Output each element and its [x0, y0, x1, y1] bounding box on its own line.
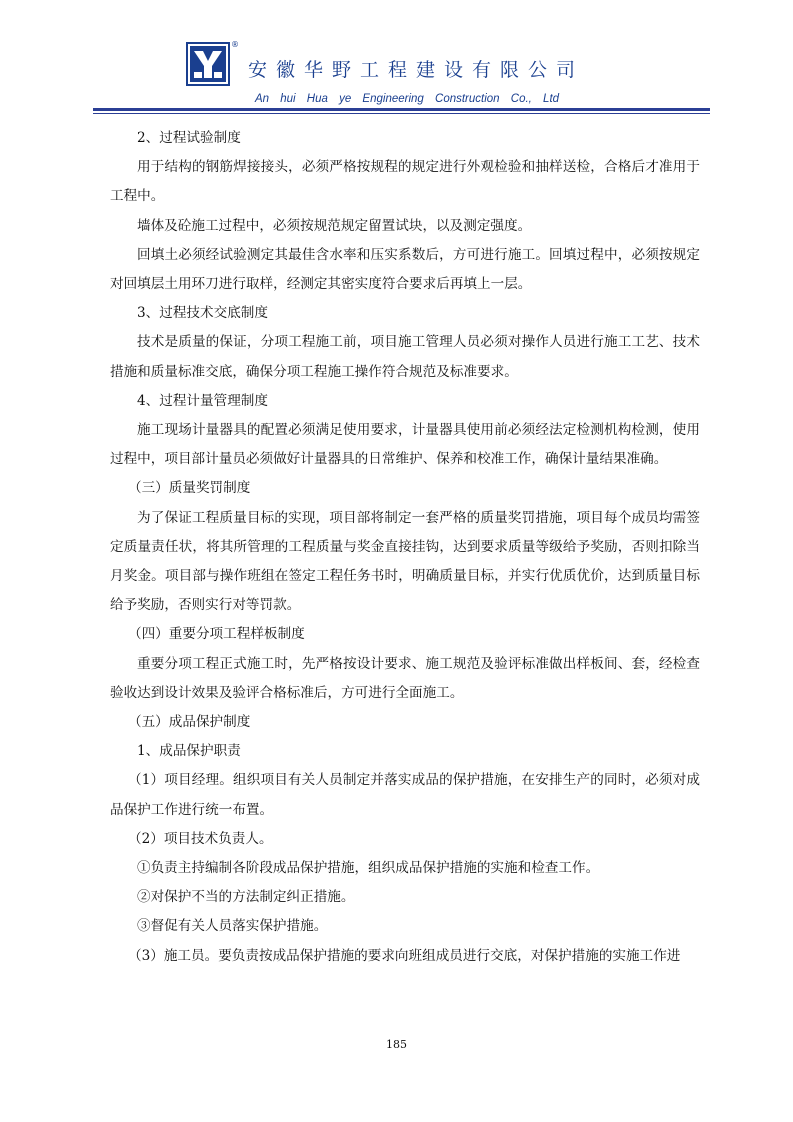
list-item: ②对保护不当的方法制定纠正措施。	[137, 889, 355, 906]
paragraph: （2）项目技术负责人。	[128, 830, 273, 847]
document-body	[110, 124, 700, 971]
paragraph: 用于结构的钢筋焊接接头，必须严格按规程的规定进行外观检验和抽样送检，合格后才准用于工程中。	[110, 159, 700, 205]
list-item: ③督促有关人员落实保护措施。	[137, 918, 328, 935]
section-heading-rewards-penalties: （三）质量奖罚制度	[128, 480, 251, 497]
section-heading-technical-briefing: 3、过程技术交底制度	[137, 305, 268, 322]
paragraph: 重要分项工程正式施工时，先严格按设计要求、施工规范及验评标准做出样板间、套，经检查验收达到设计效果及验评合格标准后，方可进行全面施工。	[110, 655, 700, 701]
paragraph: 为了保证工程质量目标的实现，项目部将制定一套严格的质量奖罚措施，项目每个成员均需签定质量责任状，将其所管理的工程质量与奖金直接挂钩，达到要求质量等级给予奖励，否则扣除当月奖金。项目部与操作班组在签定工程任务书时，明确质量目标，并实行优质优价，达到质量目标给予奖励，否则实行对等罚款。	[110, 509, 700, 614]
page-header	[0, 0, 793, 120]
paragraph: 施工现场计量器具的配置必须满足使用要求，计量器具使用前必须经法定检测机构检测，使用过程中，项目部计量员必须做好计量器具的日常维护、保养和校准工作，确保计量结果准确。	[110, 422, 700, 468]
section-heading-product-protection: （五）成品保护制度	[128, 714, 251, 731]
section-heading-test-system: 2、过程试验制度	[137, 130, 241, 146]
header-rule-thick	[93, 108, 710, 111]
section-heading-metering: 4、过程计量管理制度	[137, 392, 268, 409]
section-heading-protection-duties: 1、成品保护职责	[137, 743, 241, 760]
page-number: 185	[386, 1038, 407, 1051]
paragraph: 回填土必须经试验测定其最佳含水率和压实系数后，方可进行施工。回填过程中，必须按规定对回填层土用环刀进行取样，经测定其密实度符合要求后再填上一层。	[110, 246, 700, 293]
company-logo-icon	[186, 42, 230, 86]
paragraph: 墙体及砼施工过程中，必须按规范规定留置试块，以及测定强度。	[137, 217, 532, 234]
registered-mark: ®	[231, 40, 239, 49]
company-name-cn: 安徽华野工程建设有限公司	[248, 59, 585, 81]
paragraph: 技术是质量的保证，分项工程施工前，项目施工管理人员必须对操作人员进行施工工艺、技术措施和质量标准交底，确保分项工程施工操作符合规范及标准要求。	[110, 334, 700, 380]
header-rule-thin	[93, 113, 710, 114]
paragraph: （1）项目经理。组织项目有关人员制定并落实成品的保护措施，在安排生产的同时，必须对成品保护工作进行统一布置。	[110, 772, 700, 818]
paragraph: （3）施工员。要负责按成品保护措施的要求向班组成员进行交底，对保护措施的实施工作进	[128, 947, 681, 964]
list-item: ①负责主持编制各阶段成品保护措施，组织成品保护措施的实施和检查工作。	[137, 860, 600, 877]
section-heading-sample-system: （四）重要分项工程样板制度	[128, 626, 305, 643]
company-name-en: An hui Hua ye Engineering Construction Co., Ltd	[255, 93, 560, 105]
